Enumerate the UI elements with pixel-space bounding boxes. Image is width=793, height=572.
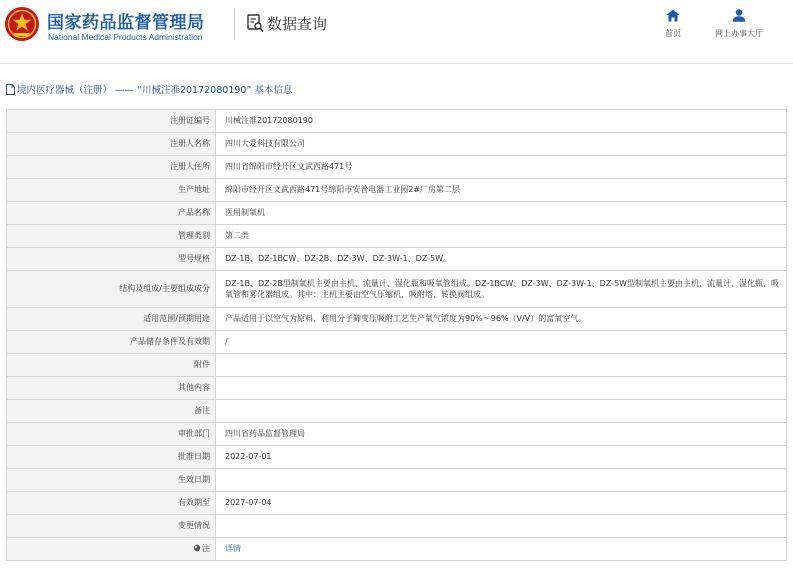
field-value: 产品适用于以空气为原料，利用分子筛变压吸附工艺生产氧气浓度为90%～96%（V/V）的富氧空气。: [216, 308, 787, 331]
table-row: [7, 423, 787, 446]
table-row: [7, 248, 787, 271]
nav-online-hall[interactable]: [707, 9, 771, 39]
field-value: 绵阳市经开区文武西路471号绵阳市安普电器工业园2#厂房第二层: [216, 179, 787, 202]
field-value: /: [216, 331, 787, 354]
field-label: 其他内容: [7, 377, 216, 400]
table-row: [7, 179, 787, 202]
header-divider: [234, 8, 235, 40]
field-label: 型号规格: [7, 248, 216, 271]
breadcrumb: [6, 82, 292, 96]
table-row: [7, 400, 787, 423]
field-value: 四川省绵阳市经开区文武西路471号: [216, 156, 787, 179]
field-label: 生产地址: [7, 179, 216, 202]
field-value: 医用制氧机: [216, 202, 787, 225]
field-value: 川械注准20172080190: [216, 110, 787, 133]
table-row: [7, 469, 787, 492]
nmpa-emblem-icon: [4, 6, 40, 42]
data-query-label: 数据查询: [267, 15, 328, 33]
data-query-section[interactable]: [247, 13, 327, 34]
nav-online-hall-label: 网上办事大厅: [715, 29, 763, 38]
field-label: 变更情况: [7, 515, 216, 538]
field-label: 审批部门: [7, 423, 216, 446]
field-value: DZ-1B、DZ-1BCW、DZ-2B、DZ-3W、DZ-3W-1、DZ-5W。: [216, 248, 787, 271]
field-label: 批准日期: [7, 446, 216, 469]
note-label-text: 注: [202, 543, 210, 553]
field-value: [216, 400, 787, 423]
site-name-en[interactable]: National Medical Products Administration: [48, 32, 203, 42]
table-row: [7, 156, 787, 179]
field-value: DZ-1B、DZ-2B型制氧机主要由主机、流量计、湿化瓶和吸氧管组成。DZ-1BCW、DZ-3W、DZ-3W-1、DZ-5W型制氧机主要由主机、流量计、湿化瓶、吸氧管和雾化器组成。其中：主机主要由空气压缩机、吸附塔、转换阀组成。: [216, 271, 787, 308]
table-row: [7, 515, 787, 538]
table-row: [7, 446, 787, 469]
field-label: 管理类别: [7, 225, 216, 248]
document-icon: [6, 84, 15, 95]
field-value: [216, 515, 787, 538]
note-label-cell: [7, 538, 216, 561]
note-value-cell: [216, 538, 787, 561]
field-label: 附件: [7, 354, 216, 377]
table-row: [7, 354, 787, 377]
table-row: [7, 133, 787, 156]
table-row: [7, 308, 787, 331]
breadcrumb-text: 境内医疗器械（注册） —— “川械注准20172080190” 基本信息: [17, 85, 293, 96]
field-value: 2027-07-04: [216, 492, 787, 515]
data-search-icon: [247, 14, 264, 33]
field-value: 四川省药品监督管理局: [216, 423, 787, 446]
field-value: [216, 469, 787, 492]
field-label: 适用范围/预期用途: [7, 308, 216, 331]
table-row: [7, 377, 787, 400]
field-label: 生效日期: [7, 469, 216, 492]
field-label: 结构及组成/主要组成成分: [7, 271, 216, 308]
site-name-cn[interactable]: 国家药品监督管理局: [47, 13, 205, 33]
field-label: 注册人住所: [7, 156, 216, 179]
nav-home[interactable]: [659, 9, 687, 39]
field-label: 注册证编号: [7, 110, 216, 133]
table-row: [7, 271, 787, 308]
nav-home-label: 首页: [665, 29, 681, 38]
note-bullet-icon: [193, 544, 201, 552]
table-row: [7, 538, 787, 561]
field-value: 四川大爱科技有限公司: [216, 133, 787, 156]
field-label: 有效期至: [7, 492, 216, 515]
table-row: [7, 110, 787, 133]
field-label: 备注: [7, 400, 216, 423]
table-row: [7, 225, 787, 248]
user-icon: [732, 9, 746, 22]
table-row: [7, 492, 787, 515]
field-value: [216, 354, 787, 377]
field-value: 2022-07-01: [216, 446, 787, 469]
field-label: 产品储存条件及有效期: [7, 331, 216, 354]
registration-detail-table: [6, 109, 787, 561]
details-link[interactable]: 详情: [225, 544, 241, 554]
home-icon: [666, 9, 680, 22]
field-value: 第二类: [216, 225, 787, 248]
note-label: [193, 543, 210, 554]
field-value: [216, 377, 787, 400]
site-header: [0, 0, 793, 58]
table-row: [7, 202, 787, 225]
field-label: 产品名称: [7, 202, 216, 225]
table-row: [7, 331, 787, 354]
field-label: 注册人名称: [7, 133, 216, 156]
header-separator: [0, 63, 793, 64]
